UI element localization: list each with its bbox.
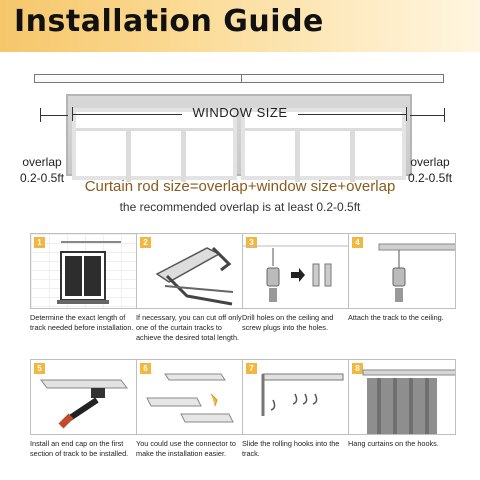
step-6-illustration (136, 359, 244, 435)
step-7-text: Slide the rolling hooks into the track. (242, 439, 340, 458)
window-size-label: WINDOW SIZE (192, 105, 288, 120)
step-number-badge: 4 (352, 237, 363, 248)
page-title: Installation Guide (14, 4, 324, 39)
step-2 (136, 233, 244, 343)
window-size-diagram (0, 58, 480, 185)
step-6-text: You could use the connector to make the installation easier. (136, 439, 236, 458)
connector-icon (137, 360, 244, 435)
step-number-badge: 7 (246, 363, 257, 374)
step-number-badge: 6 (140, 363, 151, 374)
step-1-illustration (30, 233, 138, 309)
curtain-icon (349, 360, 456, 435)
recommendation-text: the recommended overlap is at least 0.2-0.5ft (119, 200, 361, 214)
window-icon (31, 234, 138, 309)
step-5-text: Install an end cap on the first section of track to be installed. (30, 439, 129, 458)
step-2-illustration (136, 233, 244, 309)
step-8 (348, 359, 456, 449)
track-ceiling-icon (349, 234, 456, 309)
end-cap-icon (31, 360, 138, 435)
step-3-illustration (242, 233, 350, 309)
header-banner (0, 0, 480, 52)
step-3-text: Drill holes on the ceiling and screw plugs into the holes. (242, 313, 334, 332)
curtain-rod (34, 74, 444, 83)
step-6 (136, 359, 244, 459)
step-4-text: Attach the track to the ceiling. (348, 313, 444, 322)
step-4-illustration (348, 233, 456, 309)
step-7 (242, 359, 350, 459)
step-1 (30, 233, 138, 333)
step-8-illustration (348, 359, 456, 435)
step-number-badge: 3 (246, 237, 257, 248)
step-4 (348, 233, 456, 323)
step-number-badge: 8 (352, 363, 363, 374)
hacksaw-icon (137, 234, 244, 309)
drill-icon (243, 234, 350, 309)
step-5 (30, 359, 138, 459)
step-8-text: Hang curtains on the hooks. (348, 439, 439, 448)
overlap-left-label: overlap 0.2-0.5ft (20, 155, 65, 185)
formula-text: Curtain rod size=overlap+window size+overlap (84, 178, 396, 195)
step-2-text: If necessary, you can cut off only one of the curtain tracks to achieve the desired total length. (136, 313, 242, 342)
step-1-text: Determine the exact length of track needed before installation. (30, 313, 134, 332)
step-7-illustration (242, 359, 350, 435)
step-number-badge: 5 (34, 363, 45, 374)
step-number-badge: 2 (140, 237, 151, 248)
step-3 (242, 233, 350, 333)
step-number-badge: 1 (34, 237, 45, 248)
step-5-illustration (30, 359, 138, 435)
rolling-hooks-icon (243, 360, 350, 435)
overlap-right-label: overlap 0.2-0.5ft (408, 155, 453, 185)
